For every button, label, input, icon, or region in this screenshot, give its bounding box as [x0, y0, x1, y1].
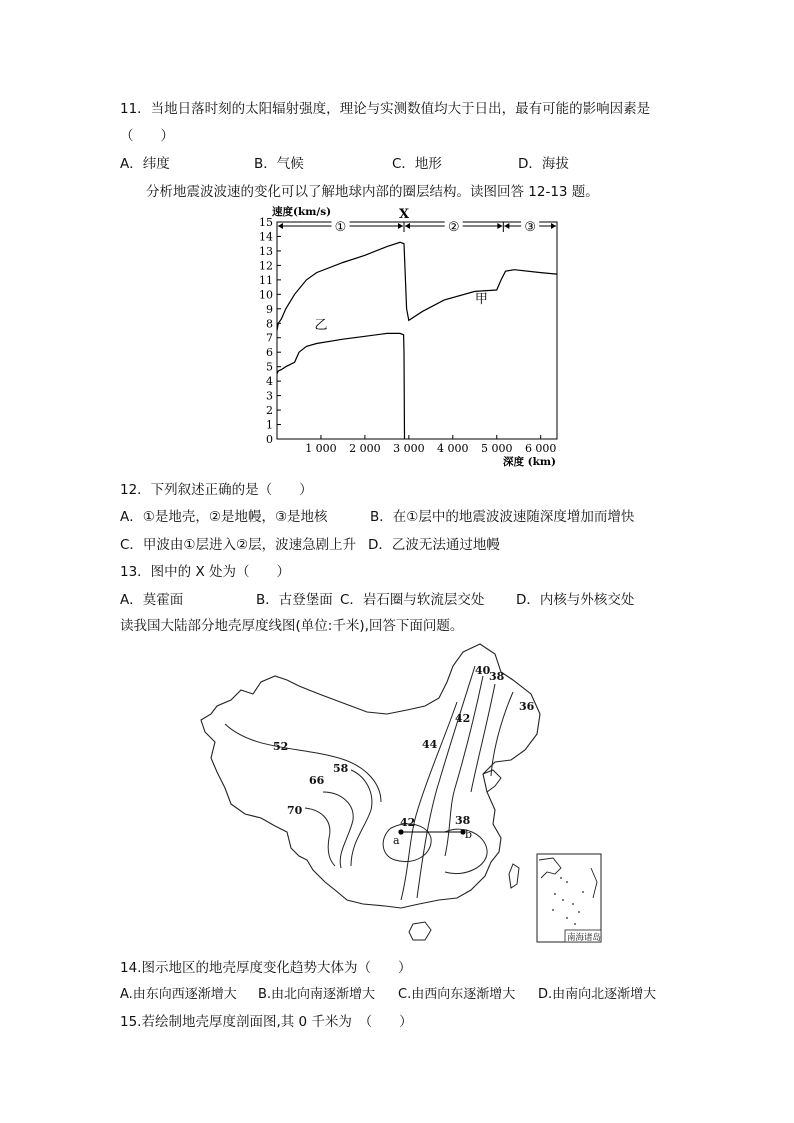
inset-frame	[537, 854, 601, 942]
layer-1-arrow-right	[398, 223, 403, 229]
inset-label: 南海诸岛	[567, 933, 602, 943]
x-tick-label: 2 000	[349, 442, 381, 455]
contour-70	[305, 808, 335, 866]
q14-option-d: D.由南向北逐渐增大	[538, 987, 657, 1002]
bohai-coast	[483, 770, 501, 792]
y-tick-label: 11	[259, 273, 273, 287]
y-tick-label: 8	[266, 317, 273, 331]
y-tick-label: 7	[266, 331, 273, 345]
q12-option-b: B．在①层中的地震波波速随深度增加而增快	[370, 509, 635, 525]
q12-option-c: C．甲波由①层进入②层，波速急剧上升	[120, 537, 357, 553]
q11-option-c: C．地形	[392, 156, 442, 172]
y-tick-label: 15	[259, 216, 273, 229]
q14-option-a: A.由东向西逐渐增大	[120, 987, 237, 1002]
y-tick-label: 6	[266, 346, 273, 360]
q13-stem: 13．图中的 X 处为（ ）	[120, 564, 291, 580]
y-tick-label: 3	[266, 389, 273, 403]
q12-option-a: A．①是地壳，②是地幔，③是地核	[120, 509, 328, 525]
label-42-n: 42	[455, 712, 471, 725]
q14-option-c: C.由西向东逐渐增大	[398, 987, 516, 1002]
y-tick-label: 4	[266, 375, 273, 389]
chart-ticks	[259, 216, 556, 455]
contour-52	[225, 724, 381, 802]
q11-paren: （ ）	[120, 128, 174, 144]
layer-3-arrow-right	[551, 223, 556, 229]
y-tick-label: 10	[259, 288, 273, 302]
label-58: 58	[333, 762, 349, 775]
layer-2-arrow-left	[405, 223, 410, 229]
q12-stem: 12．下列叙述正确的是（ ）	[120, 482, 313, 498]
label-52: 52	[273, 740, 289, 753]
y-tick-label: 13	[259, 244, 273, 258]
q12-option-d: D．乙波无法通过地幔	[368, 537, 500, 553]
q13-option-d: D．内核与外核交处	[516, 592, 635, 608]
x-tick-label: 5 000	[480, 442, 513, 455]
label-44: 44	[422, 738, 438, 751]
contour-lines	[225, 666, 513, 900]
crust-thickness-map	[195, 642, 615, 948]
q13-options	[120, 588, 634, 608]
contour-66	[323, 792, 353, 868]
x-tick-label: 1 000	[305, 442, 337, 455]
y-tick-label: 12	[259, 259, 273, 273]
x-tick-label: 6 000	[524, 442, 557, 455]
q14-options	[120, 983, 656, 1002]
y-tick-label: 2	[266, 404, 273, 418]
q13-option-b: B．古登堡面	[256, 592, 333, 608]
q13-option-a: A．莫霍面	[120, 592, 184, 608]
contour-58	[351, 770, 372, 866]
taiwan-island	[509, 864, 519, 888]
contour-40	[445, 676, 483, 856]
q14-stem: 14.图示地区的地壳厚度变化趋势大体为（ ）	[120, 960, 412, 976]
q11-stem: 11．当地日落时刻的太阳辐射强度，理论与实测数值均大于日出，最有可能的影响因素是	[120, 101, 651, 117]
seismic-wave-chart	[250, 200, 570, 472]
y-tick-label: 0	[266, 433, 273, 446]
chart-ylabel: 速度(km/s)	[272, 206, 332, 218]
layer-2-label: ②	[447, 220, 460, 235]
q12-options-row1	[120, 505, 634, 525]
label-70: 70	[287, 804, 303, 817]
y-tick-label: 14	[259, 230, 273, 244]
intro-crust: 读我国大陆部分地壳厚度线图(单位:千米),回答下面问题。	[120, 618, 464, 634]
layer-1-label: ①	[334, 220, 347, 235]
q12-options-row2	[120, 533, 500, 553]
q14-option-b: B.由北向南逐渐增大	[258, 987, 376, 1002]
label-point-b: b	[465, 828, 473, 841]
chart-xlabel: 深度 (km)	[503, 456, 556, 468]
q11-options	[120, 152, 569, 172]
series-label-jia: 甲	[474, 292, 488, 308]
y-tick-label: 5	[266, 360, 273, 374]
y-tick-label: 9	[266, 302, 273, 316]
contour-42-s	[383, 824, 431, 862]
layer-1-arrow-left	[278, 223, 283, 229]
q11-option-b: B．气候	[254, 156, 304, 172]
q11-option-a: A．纬度	[120, 156, 170, 172]
layer-3-label: ③	[524, 220, 536, 235]
contour-44	[401, 702, 457, 900]
layer-2-arrow-right	[497, 223, 502, 229]
series-label-yi: 乙	[314, 318, 328, 334]
boundary-x-label: X	[398, 207, 410, 222]
series-line-yi	[277, 333, 405, 439]
label-point-a: a	[393, 834, 400, 847]
label-36: 36	[519, 700, 535, 713]
label-40: 40	[475, 664, 491, 677]
y-tick-label: 1	[266, 418, 273, 432]
layer-3-arrow-left	[504, 223, 509, 229]
label-38-s: 38	[455, 814, 471, 827]
x-tick-label: 3 000	[393, 442, 425, 455]
q15-stem: 15.若绘制地壳厚度剖面图,其 0 千米为 （ ）	[120, 1014, 413, 1030]
chart-series	[277, 242, 557, 439]
intro-seismic: 分析地震波波速的变化可以了解地球内部的圈层结构。读图回答 12-13 题。	[146, 184, 599, 200]
label-38-n: 38	[489, 670, 505, 683]
hainan-island	[409, 922, 431, 940]
q13-option-c: C．岩石圈与软流层交处	[340, 592, 485, 608]
label-42-s: 42	[400, 816, 416, 829]
contour-42-n	[417, 666, 475, 898]
q11-option-d: D．海拔	[518, 156, 569, 172]
label-66: 66	[309, 774, 325, 787]
x-tick-label: 4 000	[437, 442, 469, 455]
